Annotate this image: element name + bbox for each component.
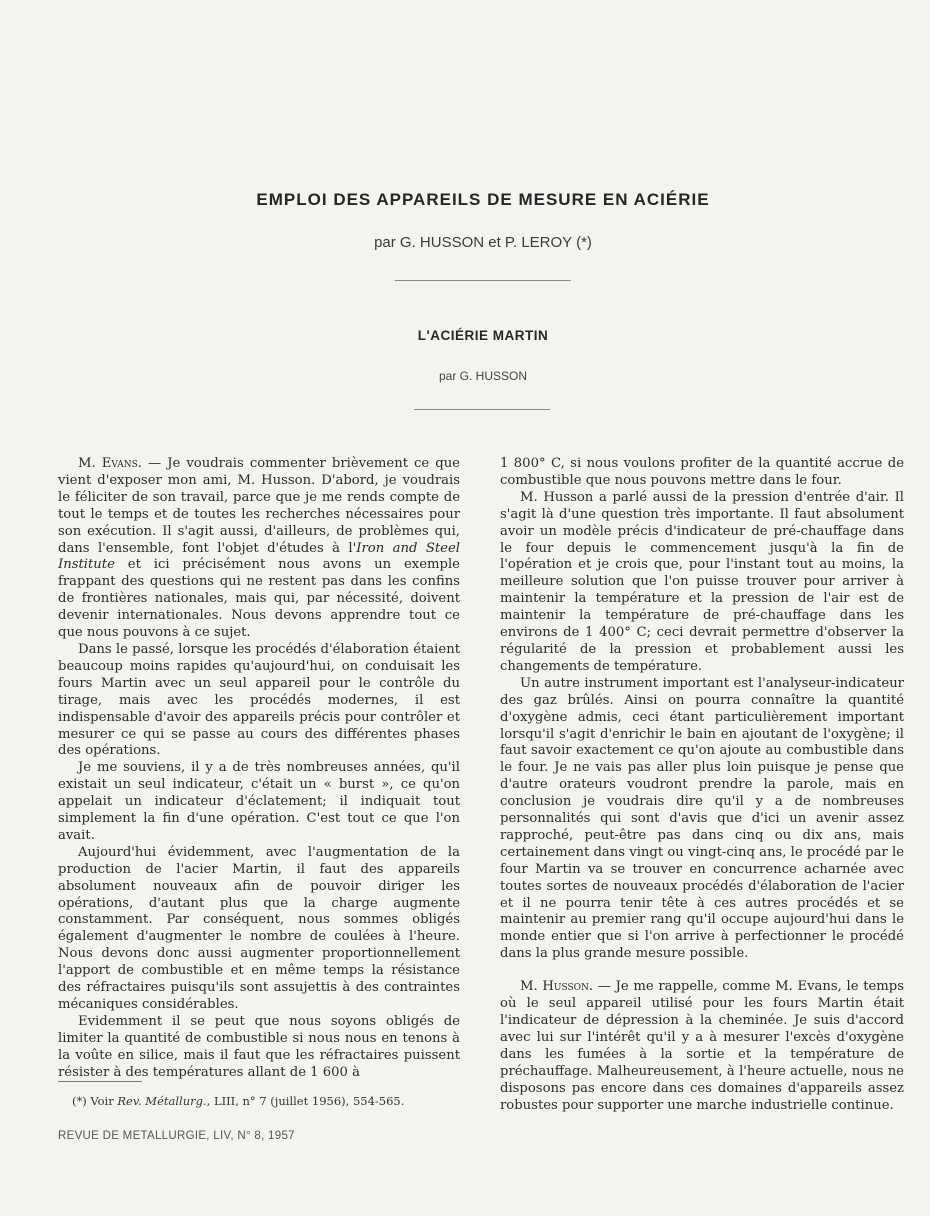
paragraph-text: — Je me rappelle, comme M. Evans, le temps où le seul appareil utilisé pour les fours Martin était l'indicateur de dépression à la cheminée. Je suis d'accord avec lui sur l'intérêt qu'il y a à mesurer l'excès d'oxygène dans les fumées à la sortie et la température de préchauffage. Malheureusement, à l'heure actuelle, nous ne disposons pas encore dans ces domaines d'appareils assez robustes pour supporter une marche industrielle continue. [500,979,905,1113]
paragraph: Je me souviens, il y a de très nombreuses années, qu'il existait un seul indicateur, c'était un « burst », ce qu'on appelait un indicateur d'éclatement; il indiquait tout simplement la fin d'une opération. C'est tout ce que l'on avait. [58,760,460,843]
paragraph: Un autre instrument important est l'analyseur-indicateur des gaz brûlés. Ainsi on pourra connaître la quantité d'oxygène admis, ceci étant particulièrement important lorsqu'il s'agit d'enrichir le bain en ajoutant de l'oxygène; il faut savoir exactement ce qu'on ajoute au combustible dans le four. Je ne vais pas aller plus loin puisque je pense que d'autre orateurs voudront prendre la parole, mais en conclusion je voudrais dire qu'il y a de nombreuses personnalités qui sont d'avis que d'ici un avenir assez rapproché, peut-être pas dans cinq ou dix ans, mais certainement dans vingt ou vingt-cinq ans, le procédé par le four Martin va se trouver en concurrence acharnée avec toutes sortes de nouveaux procédés d'élaboration de l'acier et il ne pourra tenir tête à ces autres procédés et se maintenir au premier rang qu'il occupe aujourd'hui dans le monde entier que si l'on arrive à perfectionner le procédé dans la plus grande mesure possible. [500,675,904,962]
section-divider [414,409,550,410]
paragraph [58,456,460,642]
paragraph: Dans le passé, lorsque les procédés d'élaboration étaient beaucoup moins rapides qu'aujourd'hui, on conduisait les fours Martin avec un seul appareil pour le contrôle du tirage, mais avec les procédés modernes, il est indispensable d'avoir des appareils précis pour contrôler et mesurer ce qui se passe au cours des différentes phases des opérations. [58,641,460,759]
footnote-journal: Rev. Métallurg. [117,1094,207,1108]
section-title: L'ACIÉRIE MARTIN [417,328,549,343]
title-divider [395,280,571,281]
speaker-name: M. Evans. [78,456,142,471]
footnote [72,1094,472,1108]
article-byline: par G. HUSSON et P. LEROY (*) [374,234,592,251]
paragraph: M. Husson a parlé aussi de la pression d'entrée d'air. Il s'agit là d'une question très importante. Il faut absolument avoir un modèle précis d'indicateur de pré-chauffage dans le four depuis le commencement jusqu'à la fin de l'opération et je crois que, pour l'instant tout au moins, la meilleure solution que l'on puisse trouver pour arriver à maintenir la température et la pression de l'air est de maintenir la température de pré-chauffage dans les environs de 1 400° C; ceci devrait permettre d'observer la régularité de la pression et probablement aussi les changements de température. [500,489,904,674]
paragraph [500,979,904,1114]
footnote-divider [58,1081,142,1082]
paragraph: 1 800° C, si nous voulons profiter de la quantité accrue de combustible que nous pouvons mettre dans le four. [500,456,904,488]
paragraph: Aujourd'hui évidemment, avec l'augmentation de la production de l'acier Martin, il faut des appareils absolument nouveaux afin de pouvoir diriger les opérations, d'autant plus que la charge augmente constamment. Par conséquent, nous sommes obligés également d'augmenter le nombre de coulées à l'heure. Nous devons donc aussi augmenter proportionnellement l'apport de combustible et en même temps la résistance des réfractaires puisqu'ils sont assujettis à des contraintes mécaniques considérables. [58,844,460,1012]
paragraph-text: — Je voudrais commenter brièvement ce que vient d'exposer mon ami, M. Husson. D'abord, je voudrais le féliciter de son travail, parce que je me rends compte de tout le temps et de toutes les recherches nécessaires pour son exécution. Il s'agit aussi, d'ailleurs, de problèmes qui, dans l'ensemble, font l'objet d'études à l' [58,456,460,556]
paragraph-text: et ici précisément nous avons un exemple frappant des questions qui ne restent pas dans les confins de frontières nationales, mais qui, par nécessité, doivent devenir internationales. Nous devons apprendre tout ce que nous pouvons à ce sujet. [58,557,460,641]
institute-name: Iron and Steel Institute [58,540,460,573]
footnote-ref: , LIII, n° 7 (juillet 1956), 554-565. [206,1094,405,1108]
left-column [58,456,460,1082]
footnote-marker: (*) Voir [72,1094,118,1108]
speaker-name: M. Husson. [520,979,594,995]
paragraph: Evidemment il se peut que nous soyons obligés de limiter la quantité de combustible si nous nous en tenons à la voûte en silice, mais il faut que les réfractaires puissent résister à des températures allant de 1 600 à [58,1013,460,1080]
running-footer: REVUE DE METALLURGIE, LIV, N° 8, 1957 [58,1130,295,1142]
article-title: EMPLOI DES APPAREILS DE MESURE EN ACIÉRIE [256,190,710,209]
section-byline: par G. HUSSON [438,369,528,383]
right-column [500,456,904,1114]
